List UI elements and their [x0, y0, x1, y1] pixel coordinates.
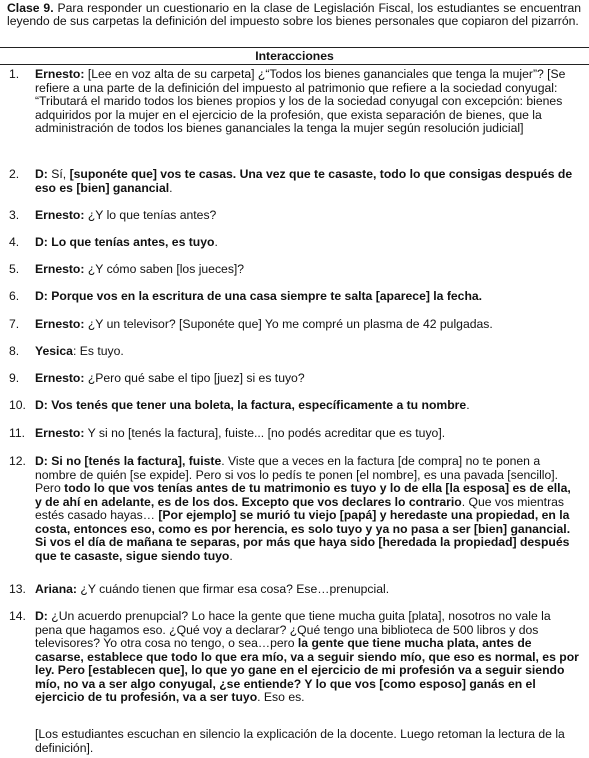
caption	[7, 2, 581, 29]
text-fragment: ¿Y cuándo tienen que firmar esa cosa? Ese…prenupcial.	[77, 582, 390, 596]
bold-fragment: Ernesto:	[35, 208, 85, 222]
table-top-rule	[0, 47, 589, 48]
text-fragment: . Que vos mientras estés casado hayas…	[35, 494, 564, 522]
item-text	[35, 209, 580, 223]
bold-fragment: Ernesto:	[35, 317, 85, 331]
item-text	[35, 290, 580, 304]
bold-fragment: D: Lo que tenías antes, es tuyo	[35, 235, 215, 249]
text-fragment: ¿Un acuerdo prenupcial? Lo hace la gente que tiene mucha guita [plata], nosotros no vale la pena que hagamos eso. ¿Qué voy a declarar? ¿Qué tengo una biblioteca de 500 libros y dos televisores? Yo otra cosa no tengo, o sea…pero	[35, 609, 551, 650]
item-text	[35, 318, 580, 332]
bold-fragment: Ariana:	[35, 582, 77, 596]
item-text	[35, 168, 580, 195]
item-number: 10.	[9, 398, 26, 412]
item-number: 13.	[9, 582, 26, 596]
item-text	[35, 263, 580, 277]
item-text	[35, 610, 580, 705]
text-fragment: [Lee en voz alta de su carpeta] ¿“Todos los bienes gananciales que tenga la mujer”? [Se refiere a una parte de la definición del impuesto al patrimonio que refiere a la sociedad conyugal: “Tributará el marido todos los bienes propios y los de la sociedad conyugal con excepción: bienes adquiridos por la mujer en el ejercicio de la profesión, que exista separación de bienes, que la administración de todos los bienes gananciales la tenga la mujer según resolución judicial]	[35, 67, 566, 135]
bold-fragment: la gente que tiene mucha plata, antes de casarse, establece que todo lo que era mío, va a seguir siendo mío, que eso es normal, es por ley. Pero [establecen que], lo que yo gane en el ejercicio de mi profesión va a seguir siendo mío, no va a ser algo conyugal, ¿se entiende? Y lo que vos [como esposo] ganás en el ejercicio de tu profesión, va a ser tuyo	[35, 636, 579, 704]
bold-fragment: Yesica	[35, 344, 73, 358]
bold-fragment: D:	[35, 167, 48, 181]
bold-fragment: Ernesto:	[35, 262, 85, 276]
item-text	[35, 345, 580, 359]
closing-note: [Los estudiantes escuchan en silencio la explicación de la docente. Luego retoman la lectura de la definición].	[35, 727, 565, 755]
item-text	[35, 372, 580, 386]
item-number: 8.	[9, 344, 20, 358]
item-text	[35, 455, 580, 563]
item-number: 3.	[9, 208, 20, 222]
table-header: Interacciones	[255, 49, 334, 63]
item-number: 6.	[9, 289, 20, 303]
item-number: 7.	[9, 317, 20, 331]
item-number: 12.	[9, 454, 26, 468]
header-bottom-rule	[0, 64, 589, 65]
text-fragment: .	[229, 548, 233, 563]
item-text	[35, 236, 580, 250]
item-number: 14.	[9, 609, 26, 623]
item-number: 9.	[9, 371, 20, 385]
item-number: 11.	[9, 426, 26, 440]
bold-fragment: Ernesto:	[35, 426, 85, 440]
item-text	[35, 427, 580, 441]
text-fragment: . Eso es.	[257, 690, 305, 704]
text-fragment: .	[466, 398, 470, 412]
bold-fragment: todo lo que vos tenías antes de tu matrimonio es tuyo y lo de ella [la esposa] es de ella, y de ahí en adelante, es de los dos. Excepto que vos declares lo contrario	[35, 481, 571, 509]
bold-fragment: Ernesto:	[35, 371, 85, 385]
bold-fragment: [Por ejemplo] se murió tu viejo [papá] y heredaste una propiedad, en la costa, entonces eso, como es por herencia, es solo tuyo y ya no pasa a ser [bien] ganancial. Si vos el día de mañana te separas, por más que haya sido [heredada la propiedad] después que te casaste, sigue siendo tuyo	[35, 508, 571, 563]
text-fragment: . Viste que a veces en la factura [de compra] no te ponen a nombre de quién [se expide]. Pero si vos lo pedís te ponen [el nombre], es una pavada [sencillo]. Pero	[35, 454, 559, 495]
text-fragment: : Es tuyo.	[72, 344, 124, 358]
bold-fragment: D: Si no [tenés la factura], fuiste	[35, 454, 222, 468]
caption-label: Clase 9.	[7, 1, 54, 15]
item-number: 1.	[9, 67, 20, 81]
text-fragment: Y si no [tenés la factura], fuiste... [no podés acreditar que es tuyo].	[84, 426, 446, 440]
item-text	[35, 399, 580, 413]
text-fragment: ¿Y lo que tenías antes?	[84, 208, 217, 222]
item-number: 4.	[9, 235, 20, 249]
bold-fragment: [suponéte que] vos te casas. Una vez que te casaste, todo lo que consigas después de eso es [bien] ganancial	[35, 167, 573, 195]
text-fragment: ¿Pero qué sabe el tipo [juez] si es tuyo?	[84, 371, 305, 385]
bold-fragment: D: Vos tenés que tener una boleta, la factura, específicamente a tu nombre	[35, 398, 467, 412]
item-text	[35, 583, 580, 597]
bold-fragment: D:	[35, 609, 48, 623]
text-fragment: Sí,	[47, 167, 70, 181]
bold-fragment: Ernesto:	[35, 67, 85, 81]
item-number: 5.	[9, 262, 20, 276]
item-text	[35, 68, 580, 136]
text-fragment: .	[169, 180, 173, 195]
item-number: 2.	[9, 167, 20, 181]
text-fragment: ¿Y cómo saben [los jueces]?	[84, 262, 245, 276]
caption-text: Para responder un cuestionario en la clase de Legislación Fiscal, los estudiantes se encuentran leyendo de sus carpetas la definición del impuesto sobre los bienes personales que copiaron del pizarrón.	[7, 1, 581, 29]
bold-fragment: D: Porque vos en la escritura de una casa siempre te salta [aparece] la fecha.	[35, 289, 483, 303]
text-fragment: .	[214, 235, 218, 249]
text-fragment: ¿Y un televisor? [Suponéte que] Yo me compré un plasma de 42 pulgadas.	[84, 317, 493, 331]
